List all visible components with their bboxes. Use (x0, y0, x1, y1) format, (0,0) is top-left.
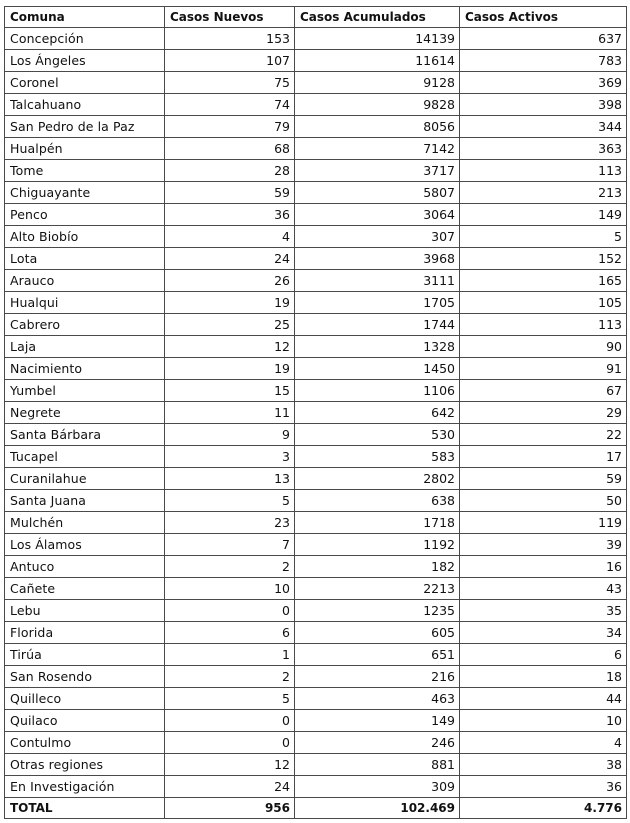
cell-casos-acumulados: 642 (295, 402, 460, 424)
header-casos-activos: Casos Activos (460, 7, 627, 28)
cell-casos-nuevos: 74 (165, 94, 295, 116)
table-row (5, 380, 627, 402)
cell-casos-activos: 105 (460, 292, 627, 314)
cell-casos-acumulados: 307 (295, 226, 460, 248)
cell-casos-acumulados: 9128 (295, 72, 460, 94)
cell-casos-activos: 10 (460, 710, 627, 732)
cell-casos-activos: 16 (460, 556, 627, 578)
table-body (5, 28, 627, 798)
cell-comuna: Mulchén (5, 512, 165, 534)
cell-casos-acumulados: 583 (295, 446, 460, 468)
cell-casos-acumulados: 9828 (295, 94, 460, 116)
cell-comuna: Alto Biobío (5, 226, 165, 248)
total-casos-acumulados: 102.469 (295, 798, 460, 819)
cell-casos-acumulados: 1450 (295, 358, 460, 380)
cell-comuna: Coronel (5, 72, 165, 94)
table-row (5, 688, 627, 710)
table-row (5, 182, 627, 204)
cell-casos-acumulados: 3968 (295, 248, 460, 270)
cell-casos-activos: 6 (460, 644, 627, 666)
cell-casos-nuevos: 5 (165, 490, 295, 512)
table-row (5, 292, 627, 314)
cell-casos-nuevos: 2 (165, 666, 295, 688)
header-row (5, 7, 627, 28)
cell-casos-activos: 90 (460, 336, 627, 358)
cell-casos-activos: 4 (460, 732, 627, 754)
cell-casos-nuevos: 4 (165, 226, 295, 248)
cell-casos-nuevos: 75 (165, 72, 295, 94)
cell-casos-activos: 18 (460, 666, 627, 688)
cell-casos-activos: 369 (460, 72, 627, 94)
cell-comuna: Santa Juana (5, 490, 165, 512)
cell-casos-acumulados: 638 (295, 490, 460, 512)
cell-casos-acumulados: 1744 (295, 314, 460, 336)
cell-casos-acumulados: 651 (295, 644, 460, 666)
cell-casos-activos: 43 (460, 578, 627, 600)
cell-casos-nuevos: 11 (165, 402, 295, 424)
cell-casos-nuevos: 0 (165, 710, 295, 732)
table-row (5, 204, 627, 226)
table-row (5, 248, 627, 270)
cell-casos-acumulados: 5807 (295, 182, 460, 204)
cell-casos-acumulados: 1235 (295, 600, 460, 622)
cell-casos-nuevos: 79 (165, 116, 295, 138)
cell-casos-acumulados: 605 (295, 622, 460, 644)
table-row (5, 50, 627, 72)
cell-casos-acumulados: 530 (295, 424, 460, 446)
header-comuna: Comuna (5, 7, 165, 28)
cell-casos-nuevos: 19 (165, 358, 295, 380)
cell-casos-acumulados: 1106 (295, 380, 460, 402)
cell-comuna: Antuco (5, 556, 165, 578)
cell-casos-activos: 22 (460, 424, 627, 446)
table-row (5, 710, 627, 732)
cell-casos-acumulados: 11614 (295, 50, 460, 72)
table-row (5, 358, 627, 380)
cell-casos-activos: 637 (460, 28, 627, 50)
cell-casos-activos: 35 (460, 600, 627, 622)
cell-casos-acumulados: 3717 (295, 160, 460, 182)
cell-casos-activos: 29 (460, 402, 627, 424)
cell-casos-acumulados: 14139 (295, 28, 460, 50)
cell-casos-activos: 50 (460, 490, 627, 512)
cell-comuna: Concepción (5, 28, 165, 50)
cell-casos-nuevos: 10 (165, 578, 295, 600)
cell-casos-activos: 39 (460, 534, 627, 556)
cell-casos-acumulados: 8056 (295, 116, 460, 138)
cell-comuna: Negrete (5, 402, 165, 424)
cell-casos-nuevos: 15 (165, 380, 295, 402)
cell-casos-activos: 398 (460, 94, 627, 116)
cell-casos-activos: 44 (460, 688, 627, 710)
cell-casos-activos: 149 (460, 204, 627, 226)
cell-casos-acumulados: 2802 (295, 468, 460, 490)
cell-casos-nuevos: 2 (165, 556, 295, 578)
cell-casos-nuevos: 19 (165, 292, 295, 314)
cell-comuna: Lebu (5, 600, 165, 622)
cell-comuna: Cañete (5, 578, 165, 600)
cell-casos-nuevos: 13 (165, 468, 295, 490)
cell-casos-acumulados: 246 (295, 732, 460, 754)
cell-comuna: Yumbel (5, 380, 165, 402)
cell-casos-nuevos: 24 (165, 776, 295, 798)
total-casos-nuevos: 956 (165, 798, 295, 819)
cell-casos-activos: 34 (460, 622, 627, 644)
cell-comuna: Hualqui (5, 292, 165, 314)
covid-cases-table-container (4, 6, 626, 819)
cell-casos-activos: 67 (460, 380, 627, 402)
cell-comuna: Penco (5, 204, 165, 226)
table-row (5, 270, 627, 292)
table-row (5, 622, 627, 644)
cell-casos-acumulados: 309 (295, 776, 460, 798)
table-row (5, 424, 627, 446)
cell-casos-nuevos: 26 (165, 270, 295, 292)
cell-comuna: Curanilahue (5, 468, 165, 490)
cell-casos-acumulados: 7142 (295, 138, 460, 160)
table-row (5, 138, 627, 160)
cell-casos-nuevos: 23 (165, 512, 295, 534)
table-row (5, 314, 627, 336)
cell-casos-activos: 363 (460, 138, 627, 160)
cell-comuna: Tome (5, 160, 165, 182)
table-row (5, 336, 627, 358)
cell-comuna: San Pedro de la Paz (5, 116, 165, 138)
cell-comuna: Talcahuano (5, 94, 165, 116)
cell-comuna: Florida (5, 622, 165, 644)
cell-casos-nuevos: 12 (165, 336, 295, 358)
cell-comuna: Nacimiento (5, 358, 165, 380)
table-row (5, 446, 627, 468)
cell-casos-nuevos: 7 (165, 534, 295, 556)
cell-comuna: Cabrero (5, 314, 165, 336)
table-row (5, 512, 627, 534)
cell-casos-nuevos: 59 (165, 182, 295, 204)
cell-casos-acumulados: 881 (295, 754, 460, 776)
cell-casos-nuevos: 24 (165, 248, 295, 270)
cell-casos-activos: 91 (460, 358, 627, 380)
table-row (5, 72, 627, 94)
cell-comuna: Lota (5, 248, 165, 270)
cell-casos-nuevos: 6 (165, 622, 295, 644)
cell-casos-acumulados: 216 (295, 666, 460, 688)
table-row (5, 754, 627, 776)
cell-casos-acumulados: 149 (295, 710, 460, 732)
cell-comuna: Quilleco (5, 688, 165, 710)
total-row (5, 798, 627, 819)
cell-casos-nuevos: 0 (165, 600, 295, 622)
cell-casos-nuevos: 12 (165, 754, 295, 776)
cell-comuna: Tirúa (5, 644, 165, 666)
table-row (5, 644, 627, 666)
table-row (5, 468, 627, 490)
cell-casos-nuevos: 1 (165, 644, 295, 666)
cell-casos-activos: 59 (460, 468, 627, 490)
cell-comuna: Los Álamos (5, 534, 165, 556)
cell-comuna: Hualpén (5, 138, 165, 160)
cell-casos-acumulados: 3111 (295, 270, 460, 292)
table-row (5, 578, 627, 600)
cell-casos-acumulados: 1192 (295, 534, 460, 556)
cell-comuna: Tucapel (5, 446, 165, 468)
header-casos-nuevos: Casos Nuevos (165, 7, 295, 28)
cell-casos-nuevos: 0 (165, 732, 295, 754)
cell-comuna: Santa Bárbara (5, 424, 165, 446)
cell-comuna: Contulmo (5, 732, 165, 754)
cell-casos-activos: 113 (460, 160, 627, 182)
cell-comuna: Arauco (5, 270, 165, 292)
table-row (5, 116, 627, 138)
cell-casos-nuevos: 25 (165, 314, 295, 336)
cell-casos-nuevos: 9 (165, 424, 295, 446)
covid-cases-table (4, 6, 627, 819)
table-row (5, 666, 627, 688)
cell-casos-acumulados: 3064 (295, 204, 460, 226)
table-row (5, 600, 627, 622)
cell-casos-nuevos: 36 (165, 204, 295, 226)
cell-casos-acumulados: 1328 (295, 336, 460, 358)
cell-casos-activos: 783 (460, 50, 627, 72)
cell-comuna: San Rosendo (5, 666, 165, 688)
table-row (5, 160, 627, 182)
cell-comuna: Otras regiones (5, 754, 165, 776)
cell-casos-activos: 165 (460, 270, 627, 292)
table-row (5, 534, 627, 556)
cell-casos-activos: 113 (460, 314, 627, 336)
cell-casos-acumulados: 182 (295, 556, 460, 578)
cell-comuna: Laja (5, 336, 165, 358)
cell-casos-acumulados: 463 (295, 688, 460, 710)
cell-casos-activos: 38 (460, 754, 627, 776)
cell-casos-acumulados: 2213 (295, 578, 460, 600)
cell-casos-activos: 119 (460, 512, 627, 534)
cell-comuna: Chiguayante (5, 182, 165, 204)
table-row (5, 28, 627, 50)
table-row (5, 226, 627, 248)
cell-casos-activos: 213 (460, 182, 627, 204)
cell-casos-activos: 152 (460, 248, 627, 270)
cell-comuna: Los Ángeles (5, 50, 165, 72)
table-row (5, 776, 627, 798)
cell-casos-activos: 344 (460, 116, 627, 138)
cell-casos-acumulados: 1705 (295, 292, 460, 314)
cell-casos-activos: 5 (460, 226, 627, 248)
total-casos-activos: 4.776 (460, 798, 627, 819)
cell-casos-nuevos: 3 (165, 446, 295, 468)
cell-casos-nuevos: 107 (165, 50, 295, 72)
cell-casos-nuevos: 153 (165, 28, 295, 50)
cell-casos-activos: 17 (460, 446, 627, 468)
table-row (5, 94, 627, 116)
table-row (5, 732, 627, 754)
cell-casos-activos: 36 (460, 776, 627, 798)
cell-comuna: Quilaco (5, 710, 165, 732)
cell-comuna: En Investigación (5, 776, 165, 798)
total-label: TOTAL (5, 798, 165, 819)
table-row (5, 402, 627, 424)
header-casos-acumulados: Casos Acumulados (295, 7, 460, 28)
cell-casos-acumulados: 1718 (295, 512, 460, 534)
cell-casos-nuevos: 5 (165, 688, 295, 710)
table-row (5, 490, 627, 512)
cell-casos-nuevos: 28 (165, 160, 295, 182)
table-row (5, 556, 627, 578)
cell-casos-nuevos: 68 (165, 138, 295, 160)
